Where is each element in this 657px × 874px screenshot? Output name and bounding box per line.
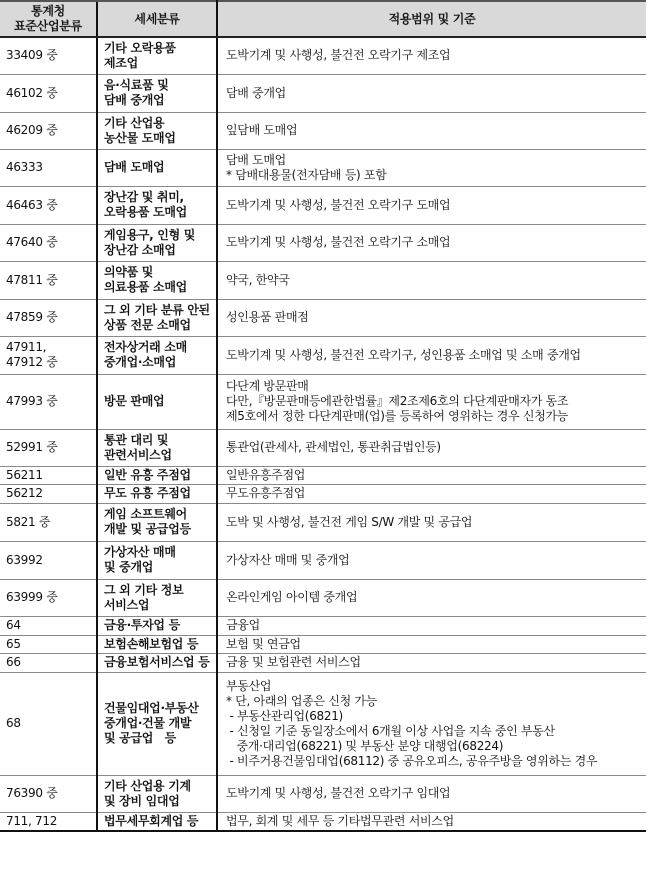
scope-criteria-line: 담배 중개업 (226, 85, 286, 100)
classification-code-line: 56212 (6, 486, 43, 500)
table-row (0, 74, 646, 112)
subclass-name-line: 방문 판매업 (104, 394, 165, 408)
subclass-name-line: 서비스업 (104, 597, 150, 612)
subclass-name (97, 149, 217, 186)
classification-code-line: 56211 (6, 467, 43, 482)
scope-criteria-line: 약국, 한약국 (226, 272, 290, 287)
scope-criteria-line: 담배 도매업 (226, 152, 286, 167)
table-row (0, 261, 646, 299)
table-row (0, 466, 646, 484)
subclass-name-line: 게임용구, 인형 및 (104, 227, 196, 242)
classification-code (0, 74, 97, 112)
classification-code-line: 66 (6, 655, 21, 669)
table-row (0, 616, 646, 635)
classification-code (0, 775, 97, 812)
subclass-name (97, 672, 217, 775)
classification-code-line: 47640 중 (6, 235, 58, 249)
scope-criteria-line: 도박기계 및 사행성, 불건전 오락기구 도매업 (226, 197, 451, 212)
header-line: 통계청 (31, 4, 65, 18)
subclass-name-line: 의약품 및 (104, 265, 154, 279)
table-row (0, 374, 646, 429)
table-row (0, 429, 646, 466)
subclass-name (97, 579, 217, 616)
scope-criteria-line: 통관업(관세사, 관세법인, 통관취급법인등) (226, 440, 441, 454)
scope-criteria (217, 653, 646, 672)
scope-criteria (217, 541, 646, 579)
classification-code-line: 47859 중 (6, 310, 58, 324)
subclass-name-line: 음·식료품 및 (104, 78, 169, 92)
scope-criteria (217, 775, 646, 812)
classification-code-line: 64 (6, 618, 21, 632)
table-row (0, 672, 646, 775)
subclass-name-line: 게임 소프트웨어 (104, 507, 187, 521)
table-row (0, 775, 646, 812)
scope-criteria-line: 도박기계 및 사행성, 불건전 오락기구 제조업 (226, 48, 451, 63)
classification-code-line: 47912 중 (6, 355, 58, 369)
scope-criteria (217, 112, 646, 149)
subclass-name-line: 및 공급업 등 (104, 731, 176, 745)
subclass-name (97, 653, 217, 672)
scope-criteria-line: 제5호에서 정한 다단계판매(업)를 등록하여 영위하는 경우 신청가능 (226, 409, 569, 423)
subclass-name-line: 장난감 소매업 (104, 242, 176, 257)
scope-criteria (217, 149, 646, 186)
header-standard-classification (0, 1, 97, 37)
scope-criteria-line: 중개·대리업(68221) 및 부동산 분양 대행업(68224) (226, 738, 504, 753)
classification-code-line: 63992 (6, 552, 43, 567)
table-row (0, 149, 646, 186)
subclass-name-line: 그 외 기타 정보 (104, 582, 184, 597)
subclass-name-line: 금융·투자업 등 (104, 618, 180, 632)
scope-criteria (217, 616, 646, 635)
scope-criteria-line: 도박기계 및 사행성, 불건전 오락기구, 성인용품 소매업 및 소매 중개업 (226, 347, 581, 362)
classification-code-line: 47811 중 (6, 272, 58, 287)
scope-criteria (217, 374, 646, 429)
scope-criteria (217, 635, 646, 653)
subclass-name-line: 보험손해보험업 등 (104, 636, 199, 651)
scope-criteria-line: 부동산업 (226, 678, 272, 693)
subclass-name (97, 503, 217, 541)
scope-criteria (217, 503, 646, 541)
classification-code (0, 672, 97, 775)
subclass-name-line: 장난감 및 취미, (104, 190, 184, 204)
subclass-name-line: 무도 유흥 주점업 (104, 486, 191, 500)
table-row (0, 112, 646, 149)
table-row (0, 37, 646, 74)
subclass-name-line: 일반 유흥 주점업 (104, 467, 191, 482)
classification-code (0, 429, 97, 466)
classification-code-line: 76390 중 (6, 786, 58, 800)
table-row (0, 503, 646, 541)
subclass-name (97, 635, 217, 653)
header-scope: 적용범위 및 기준 (217, 1, 646, 37)
subclass-name (97, 186, 217, 224)
classification-code-line: 711, 712 (6, 813, 58, 828)
subclass-name-line: 기타 산업용 기계 (104, 778, 191, 793)
table-row (0, 336, 646, 374)
scope-criteria-line: 성인용품 판매점 (226, 310, 309, 324)
classification-code (0, 579, 97, 616)
scope-criteria-line: - 부동산관리업(6821) (226, 708, 343, 723)
classification-code (0, 812, 97, 831)
classification-code (0, 653, 97, 672)
classification-code-line: 47911, (6, 340, 47, 354)
subclass-name (97, 37, 217, 74)
subclass-name (97, 261, 217, 299)
table-row (0, 541, 646, 579)
subclass-name (97, 484, 217, 503)
classification-code-line: 5821 중 (6, 514, 51, 529)
header-line: 표준산업분류 (14, 19, 82, 33)
classification-code-line: 46209 중 (6, 123, 58, 137)
subclass-name-line: 건물임대업·부동산 (104, 701, 199, 715)
scope-criteria-line: 법무, 회계 및 세무 등 기타법무관련 서비스업 (226, 813, 454, 828)
scope-criteria-line: 도박 및 사행성, 불건전 게임 S/W 개발 및 공급업 (226, 514, 473, 529)
subclass-name-line: 법무세무회계업 등 (104, 813, 199, 828)
scope-criteria-line: 다단계 방문판매 (226, 379, 309, 393)
classification-code-line: 65 (6, 636, 21, 651)
subclass-name (97, 299, 217, 336)
table-row (0, 812, 646, 831)
classification-code-line: 46333 (6, 160, 43, 174)
classification-code (0, 541, 97, 579)
subclass-name-line: 중개업·소매업 (104, 355, 177, 369)
scope-criteria (217, 299, 646, 336)
header-subclass: 세세분류 (97, 1, 217, 37)
classification-code (0, 186, 97, 224)
classification-code (0, 635, 97, 653)
subclass-name-line: 관련서비스업 (104, 447, 172, 462)
scope-criteria-line: * 담배대용물(전자담배 등) 포함 (226, 167, 387, 182)
subclass-name-line: 농산물 도매업 (104, 130, 176, 145)
scope-criteria (217, 186, 646, 224)
subclass-name (97, 429, 217, 466)
scope-criteria-line: - 신청일 기준 동일장소에서 6개월 이상 사업을 지속 중인 부동산 (226, 723, 555, 738)
classification-code-line: 46102 중 (6, 85, 58, 100)
subclass-name (97, 466, 217, 484)
subclass-name-line: 상품 전문 소매업 (104, 317, 191, 332)
subclass-name-line: 그 외 기타 분류 안된 (104, 302, 210, 317)
scope-criteria-line: 온라인게임 아이템 중개업 (226, 590, 358, 604)
classification-code-line: 47993 중 (6, 394, 58, 408)
classification-code (0, 299, 97, 336)
scope-criteria-line: 도박기계 및 사행성, 불건전 오락기구 임대업 (226, 786, 451, 800)
classification-code-line: 68 (6, 716, 21, 730)
scope-criteria (217, 812, 646, 831)
subclass-name (97, 812, 217, 831)
scope-criteria (217, 261, 646, 299)
subclass-name-line: 통관 대리 및 (104, 432, 169, 447)
scope-criteria (217, 224, 646, 261)
subclass-name (97, 224, 217, 261)
classification-code (0, 484, 97, 503)
classification-code (0, 503, 97, 541)
scope-criteria-line: - 비주거용건물임대업(68112) 중 공유오피스, 공유주방을 영위하는 경우 (226, 753, 598, 768)
scope-criteria-line: 도박기계 및 사행성, 불건전 오락기구 소매업 (226, 235, 451, 249)
classification-code (0, 37, 97, 74)
scope-criteria (217, 484, 646, 503)
subclass-name-line: 의료용품 소매업 (104, 280, 187, 294)
scope-criteria-line: 무도유흥주점업 (226, 486, 306, 500)
subclass-name-line: 담배 중개업 (104, 93, 165, 107)
table-row (0, 484, 646, 503)
subclass-name (97, 74, 217, 112)
scope-criteria-line: 금융업 (226, 618, 260, 632)
scope-criteria (217, 466, 646, 484)
subclass-name-line: 금융보험서비스업 등 (104, 655, 210, 669)
classification-code (0, 149, 97, 186)
subclass-name-line: 오락용품 도매업 (104, 205, 187, 219)
classification-code (0, 616, 97, 635)
table-row (0, 224, 646, 261)
table-body (0, 37, 646, 831)
table-row (0, 186, 646, 224)
scope-criteria-line: 금융 및 보험관련 서비스업 (226, 655, 361, 669)
table-row (0, 635, 646, 653)
scope-criteria-line: 잎담배 도매업 (226, 123, 298, 137)
subclass-name-line: 가상자산 매매 (104, 545, 176, 559)
classification-code (0, 261, 97, 299)
subclass-name (97, 541, 217, 579)
subclass-name-line: 중개업·건물 개발 (104, 716, 192, 730)
subclass-name-line: 및 중개업 (104, 560, 154, 574)
subclass-name (97, 112, 217, 149)
subclass-name (97, 775, 217, 812)
classification-code-line: 63999 중 (6, 590, 58, 604)
scope-criteria (217, 672, 646, 775)
scope-criteria (217, 579, 646, 616)
classification-code-line: 46463 중 (6, 197, 58, 212)
scope-criteria (217, 336, 646, 374)
classification-code (0, 224, 97, 261)
subclass-name (97, 336, 217, 374)
scope-criteria-line: 가상자산 매매 및 중개업 (226, 552, 350, 567)
subclass-name-line: 기타 오락용품 (104, 40, 176, 55)
classification-code (0, 466, 97, 484)
subclass-name-line: 전자상거래 소매 (104, 340, 187, 354)
scope-criteria (217, 74, 646, 112)
classification-code-line: 33409 중 (6, 48, 58, 63)
scope-criteria-line: 일반유흥주점업 (226, 467, 306, 482)
subclass-name-line: 개발 및 공급업등 (104, 522, 191, 536)
scope-criteria-line: 보험 및 연금업 (226, 636, 301, 651)
subclass-name-line: 기타 산업용 (104, 115, 165, 130)
scope-criteria (217, 37, 646, 74)
classification-code (0, 374, 97, 429)
table-row (0, 299, 646, 336)
scope-criteria-line: * 단, 아래의 업종은 신청 가능 (226, 693, 377, 708)
classification-code-line: 52991 중 (6, 440, 58, 454)
scope-criteria (217, 429, 646, 466)
subclass-name-line: 담배 도매업 (104, 160, 165, 174)
table-row (0, 579, 646, 616)
classification-code (0, 112, 97, 149)
classification-code (0, 336, 97, 374)
subclass-name (97, 616, 217, 635)
scope-criteria-line: 다만,『방문판매등에관한법률』제2조제6호의 다단계판매자가 동조 (226, 394, 569, 408)
table-row (0, 653, 646, 672)
subclass-name-line: 및 장비 임대업 (104, 793, 180, 808)
subclass-name (97, 374, 217, 429)
subclass-name-line: 제조업 (104, 55, 138, 70)
table-header (0, 1, 646, 37)
